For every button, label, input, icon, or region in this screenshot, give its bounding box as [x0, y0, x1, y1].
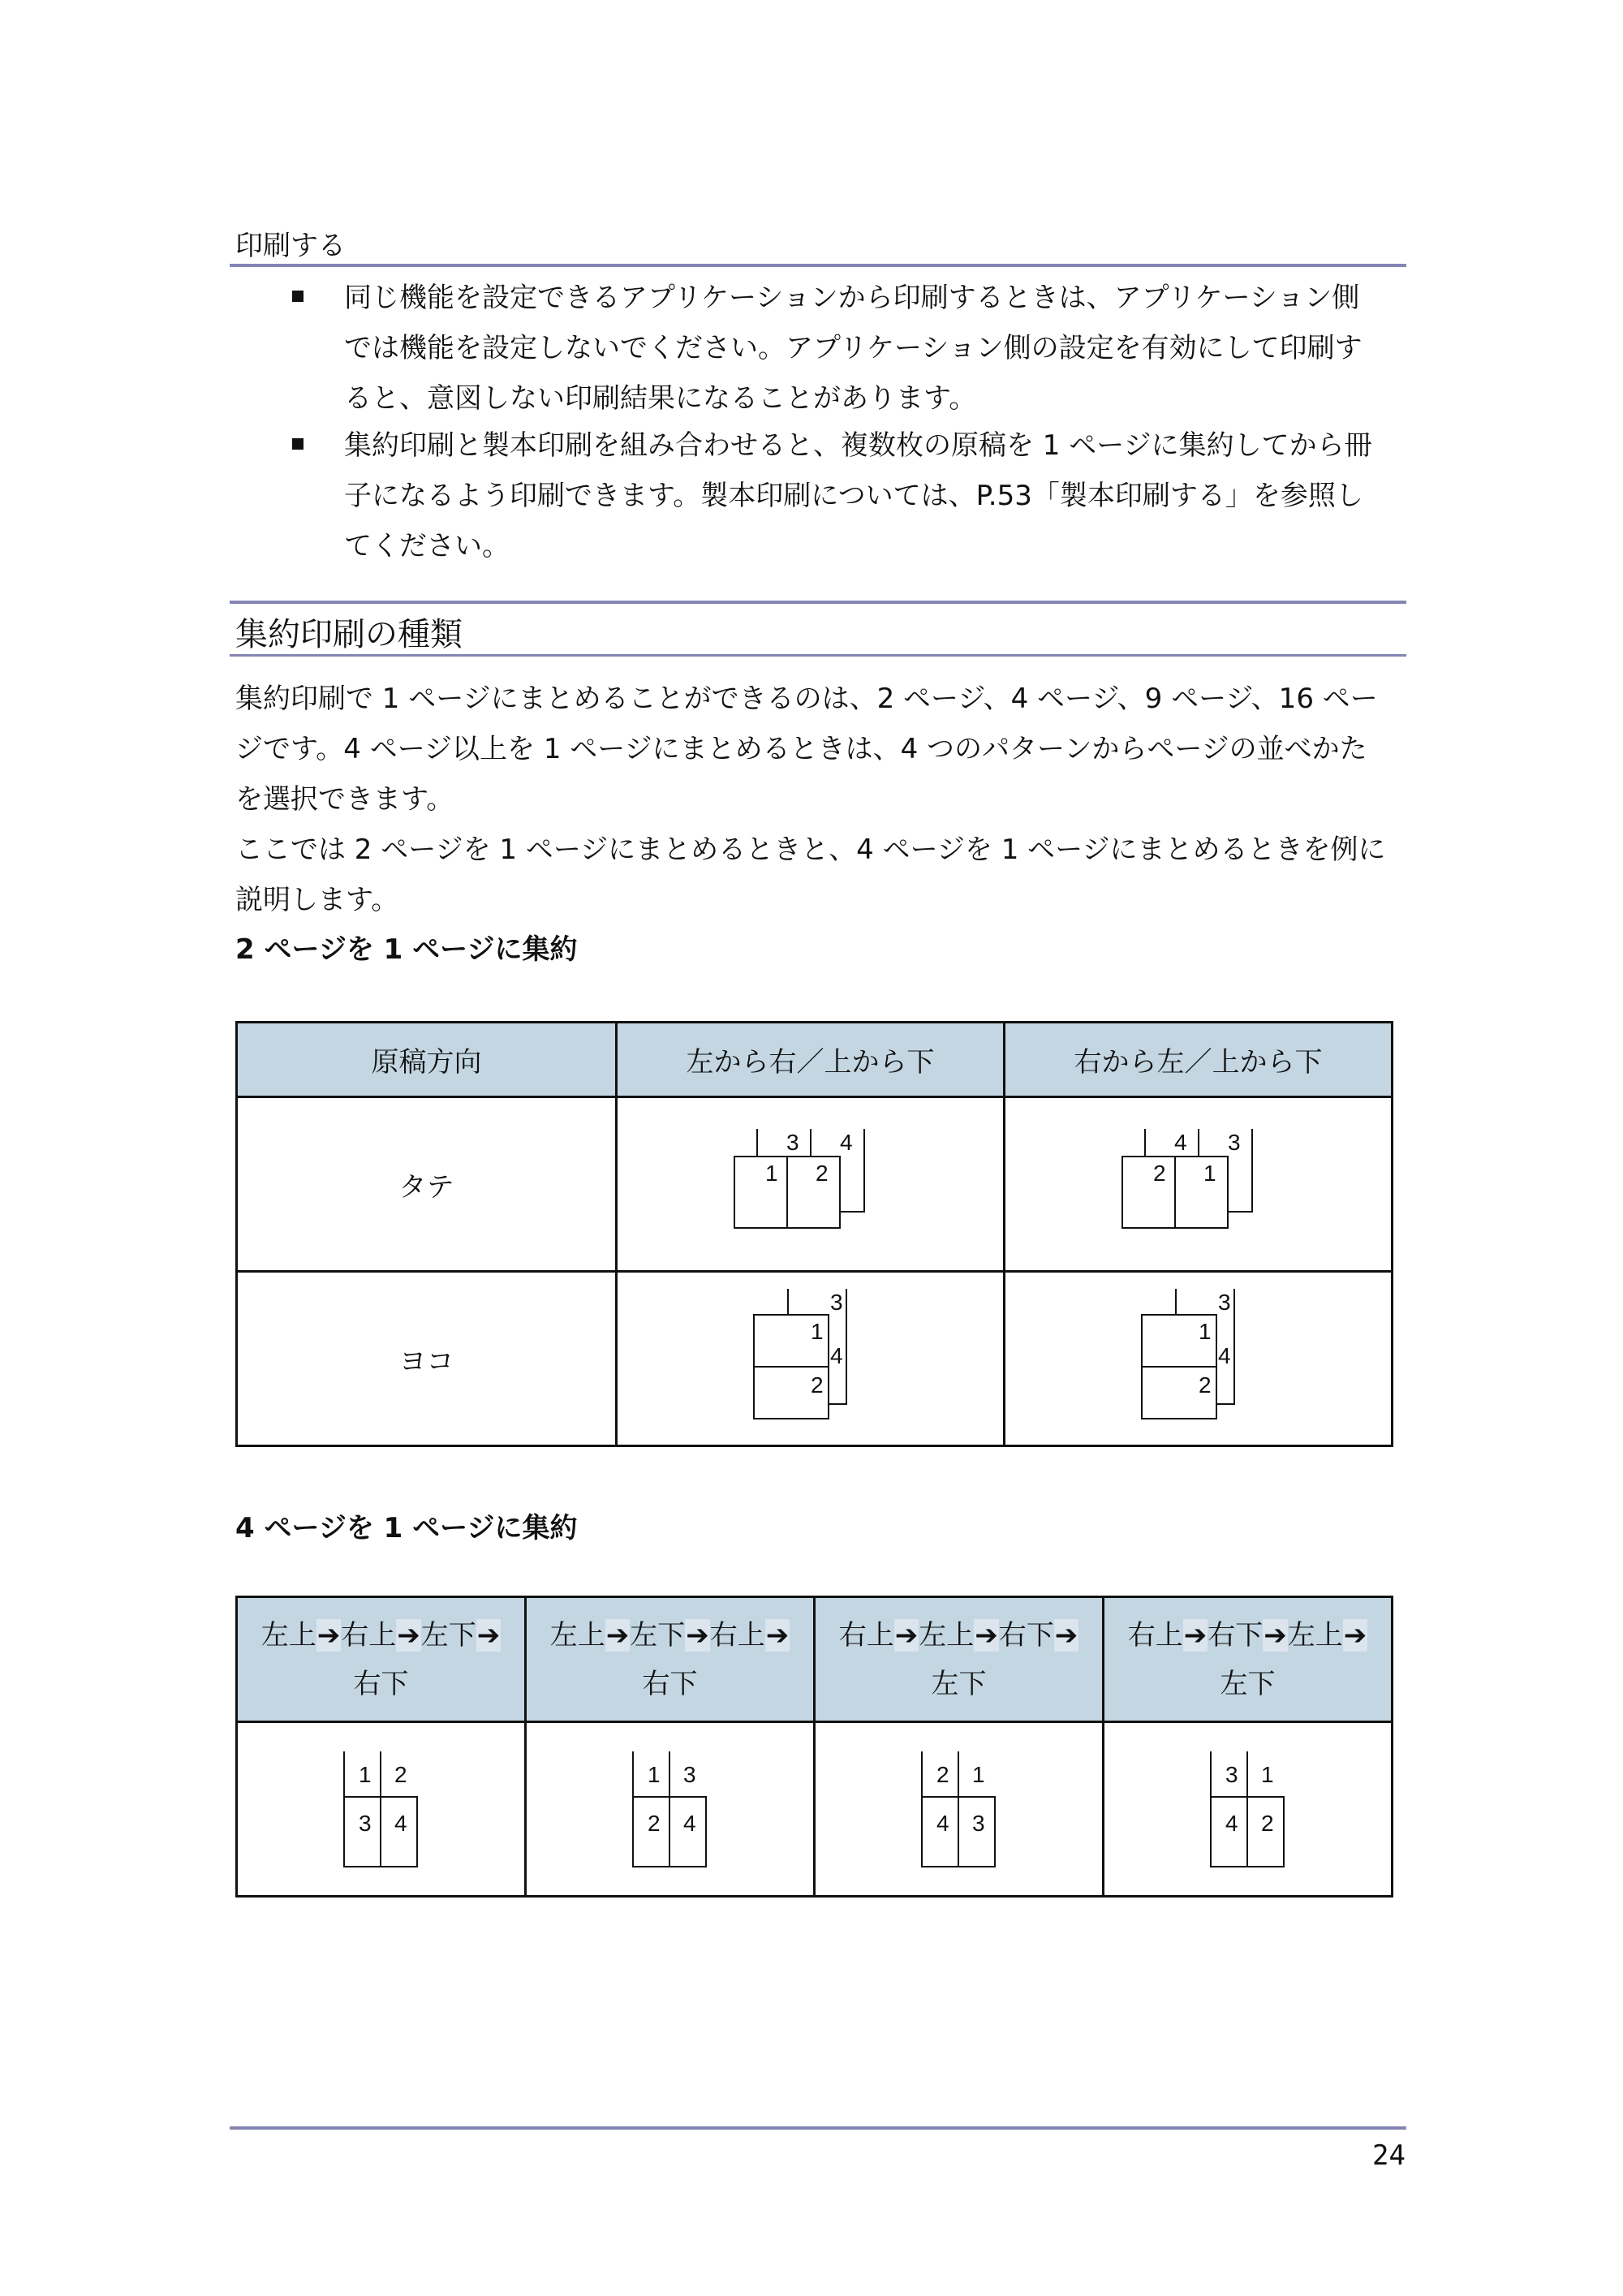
diagram-cell: [617, 1097, 1005, 1272]
landscape-ltr-diagram: [746, 1286, 876, 1432]
page-number: 2: [1260, 1811, 1274, 1836]
footer-rule: [230, 2126, 1406, 2130]
section-rule-top: [230, 601, 1406, 604]
table-4up: [235, 1596, 1393, 1898]
paragraph-line: ここでは 2 ページを 1 ページにまとめるときと、4 ページを 1 ページにまとめるときを例に: [235, 834, 1386, 866]
arrow-icon: ➔: [1054, 1618, 1078, 1652]
order-sequence: 左上➔右上➔左下➔: [260, 1618, 501, 1652]
layout-4up-diagram: [341, 1748, 422, 1870]
arrow-icon: ➔: [975, 1618, 998, 1652]
page-number: 2: [936, 1762, 949, 1787]
page-number: 3: [1227, 1130, 1241, 1155]
page-number: 2: [647, 1811, 661, 1836]
page-number-footer: 24: [1372, 2139, 1406, 2172]
arrow-icon: ➔: [686, 1618, 709, 1652]
note-line: てください。: [344, 530, 510, 562]
page-number: 2: [815, 1161, 829, 1186]
note-line: 集約印刷と製本印刷を組み合わせると、複数枚の原稿を 1 ページに集約してから冊: [344, 429, 1372, 462]
order-sequence: 右上➔右下➔左上➔: [1127, 1618, 1367, 1652]
table-2up: [235, 1021, 1393, 1447]
page-number: 3: [1217, 1290, 1231, 1315]
paragraph-line: を選択できます。: [235, 783, 454, 816]
note-item: [344, 273, 1407, 424]
page-number: 1: [1198, 1319, 1212, 1344]
page-number: 2: [394, 1762, 407, 1787]
paragraph-line: 説明します。: [235, 884, 399, 916]
order-sequence: 左上➔左下➔右上➔: [549, 1618, 790, 1652]
page-number: 4: [839, 1130, 853, 1155]
page-number: 3: [1225, 1762, 1238, 1787]
page-number: 1: [971, 1762, 985, 1787]
header-cell: 左から右／上から下: [617, 1023, 1005, 1097]
page-number: 1: [647, 1762, 661, 1787]
running-header-title: 印刷する: [235, 230, 346, 262]
header-cell: 右から左／上から下: [1005, 1023, 1393, 1097]
page-number: 4: [936, 1811, 949, 1836]
subheading-2up: 2 ページを 1 ページに集約: [235, 933, 578, 966]
table-row: [237, 1272, 1393, 1446]
page-number: 1: [764, 1161, 778, 1186]
diagram-cell: [815, 1722, 1104, 1897]
table-row: [237, 1722, 1393, 1897]
bullet-marker: [292, 438, 304, 450]
note-item: [344, 420, 1407, 571]
diagram-cell: [1104, 1722, 1393, 1897]
order-sequence: 右上➔左上➔右下➔: [838, 1618, 1078, 1652]
diagram-cell: [237, 1722, 526, 1897]
order-header-cell: [815, 1597, 1104, 1722]
subheading-4up: 4 ページを 1 ページに集約: [235, 1512, 578, 1544]
arrow-icon: ➔: [1183, 1618, 1208, 1652]
order-last: 右下: [353, 1667, 409, 1700]
orientation-label: ヨコ: [237, 1272, 617, 1446]
page-number: 2: [810, 1372, 824, 1398]
arrow-icon: ➔: [765, 1618, 790, 1652]
section-paragraph: [235, 674, 1408, 925]
bullet-marker: [292, 291, 304, 302]
order-last: 左下: [1220, 1667, 1276, 1700]
table-header-row: [237, 1597, 1393, 1722]
page-number: 4: [394, 1811, 407, 1836]
section-rule-bottom: [230, 654, 1406, 657]
landscape-rtl-diagram: [1134, 1286, 1264, 1432]
header-rule: [230, 264, 1406, 267]
diagram-cell: [617, 1272, 1005, 1446]
orientation-label: タテ: [237, 1097, 617, 1272]
order-last: 左下: [931, 1667, 987, 1700]
arrow-icon: ➔: [1343, 1618, 1367, 1652]
paragraph-line: ジです。4 ページ以上を 1 ページにまとめるときは、4 つのパターンからページの並べかた: [235, 733, 1367, 765]
table-row: [237, 1097, 1393, 1272]
note-line: 子になるよう印刷できます。製本印刷については、P.53「製本印刷する」を参照し: [344, 480, 1363, 512]
page-number: 3: [358, 1811, 372, 1836]
arrow-icon: ➔: [605, 1618, 630, 1652]
layout-4up-diagram: [1208, 1748, 1289, 1870]
header-cell: 原稿方向: [237, 1023, 617, 1097]
arrow-icon: ➔: [397, 1618, 420, 1652]
arrow-icon: ➔: [894, 1618, 919, 1652]
table-header-row: [237, 1023, 1393, 1097]
page-number: 1: [1260, 1762, 1274, 1787]
order-header-cell: [1104, 1597, 1393, 1722]
diagram-cell: [1005, 1097, 1393, 1272]
order-last: 右下: [642, 1667, 698, 1700]
page-number: 3: [682, 1762, 696, 1787]
page-number: 1: [358, 1762, 372, 1787]
page-number: 1: [1203, 1161, 1216, 1186]
order-header-cell: [237, 1597, 526, 1722]
layout-4up-diagram: [630, 1748, 711, 1870]
page-number: 3: [829, 1290, 843, 1315]
arrow-icon: ➔: [476, 1618, 501, 1652]
page-number: 3: [971, 1811, 985, 1836]
note-line: では機能を設定しないでください。アプリケーション側の設定を有効にして印刷す: [344, 332, 1363, 364]
diagram-cell: [1005, 1272, 1393, 1446]
order-header-cell: [526, 1597, 815, 1722]
page-number: 2: [1198, 1372, 1212, 1398]
note-line: ると、意図しない印刷結果になることがあります。: [344, 382, 977, 415]
page-number: 4: [1225, 1811, 1238, 1836]
portrait-rtl-diagram: [1117, 1127, 1280, 1241]
paragraph-line: 集約印刷で 1 ページにまとめることができるのは、2 ページ、4 ページ、9 ページ、16 ペー: [235, 683, 1378, 715]
page-number: 4: [682, 1811, 696, 1836]
note-line: 同じ機能を設定できるアプリケーションから印刷するときは、アプリケーション側: [344, 282, 1360, 314]
page-number: 4: [1173, 1130, 1187, 1155]
portrait-ltr-diagram: [730, 1127, 892, 1241]
page-number: 4: [1217, 1343, 1231, 1368]
diagram-cell: [526, 1722, 815, 1897]
arrow-icon: ➔: [316, 1618, 341, 1652]
page-number: 1: [810, 1319, 824, 1344]
page-number: 2: [1152, 1161, 1166, 1186]
page-number: 3: [786, 1130, 799, 1155]
layout-4up-diagram: [919, 1748, 1000, 1870]
page-number: 4: [829, 1343, 843, 1368]
section-title: 集約印刷の種類: [235, 616, 463, 653]
arrow-icon: ➔: [1264, 1618, 1287, 1652]
